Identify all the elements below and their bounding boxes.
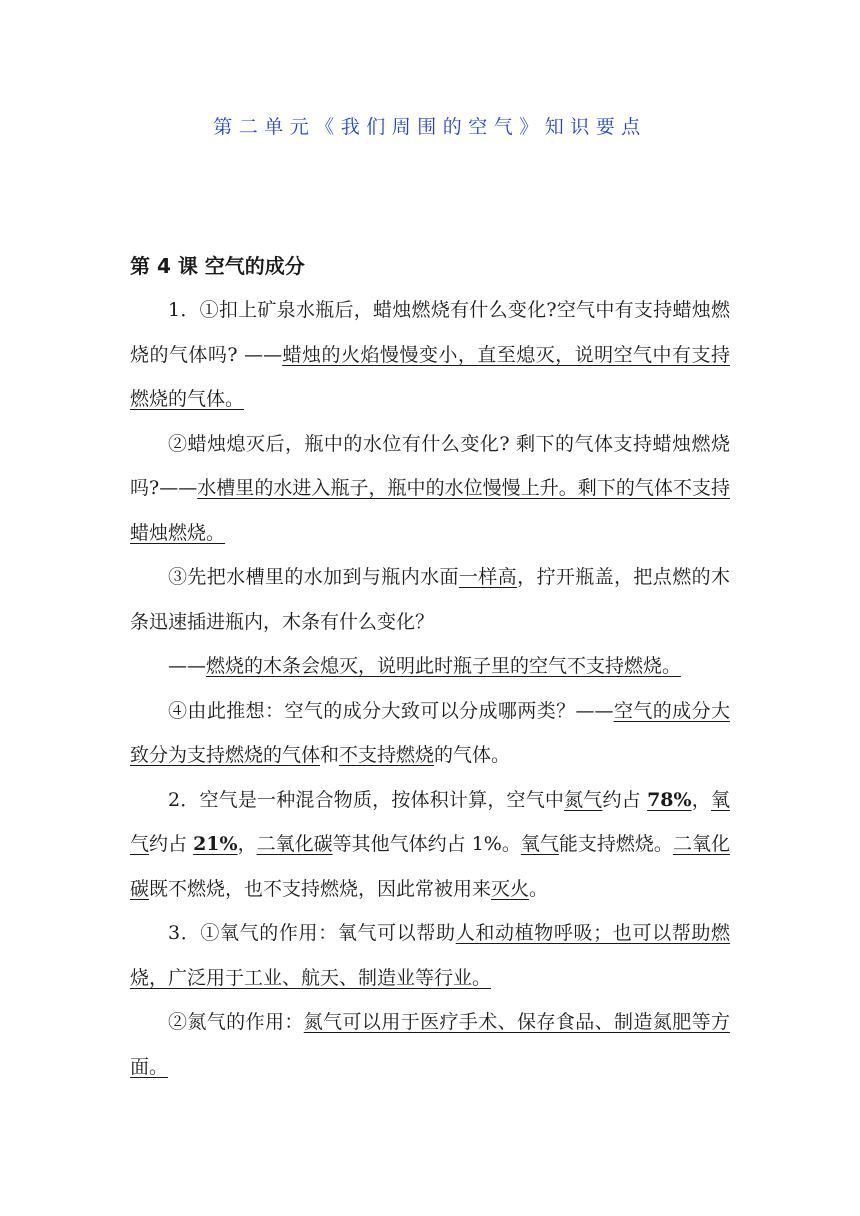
paragraph xyxy=(130,689,730,778)
underlined-answer-text: 燃烧的木条会熄灭，说明此时瓶子里的空气不支持燃烧。 xyxy=(206,655,682,677)
paragraph-text: ④由此推想：空气的成分大致可以分成哪两类？—— xyxy=(168,699,614,722)
paragraph xyxy=(130,911,730,1000)
underlined-answer-text: 二氧化碳 xyxy=(256,833,333,855)
paragraph-text: 约占 xyxy=(602,788,648,811)
underlined-answer-text: 氧气 xyxy=(520,833,559,855)
underlined-answer-text: 蜡烛的火焰慢慢变小，直至熄灭，说明空气中有支持燃烧的气体。 xyxy=(130,343,730,410)
paragraph-text: ③先把水槽里的水加到与瓶内水面 xyxy=(168,566,459,588)
underlined-answer-text: 灭火 xyxy=(491,877,530,900)
paragraph xyxy=(130,555,730,644)
paragraph-text: 2．空气是一种混合物质，按体积计算，空气中 xyxy=(168,788,565,811)
document-body xyxy=(130,288,730,1089)
paragraph-text: —— xyxy=(168,655,206,677)
paragraph-text: ②氮气的作用： xyxy=(168,1011,304,1033)
underlined-answer-text: 人和动植物呼吸；也可以帮助燃烧，广泛用于工业、航天、制造业等行业。 xyxy=(130,922,730,989)
underlined-answer-text: 78% xyxy=(647,788,692,811)
underlined-answer-text: 氮气可以用于医疗手术、保存食品、制造氮肥等方面。 xyxy=(130,1011,730,1078)
paragraph-text: 约占 xyxy=(149,833,194,855)
paragraph xyxy=(130,1000,730,1089)
paragraph-text: 的气体。 xyxy=(434,744,511,766)
paragraph-text: 既不燃烧，也不支持燃烧，因此常被用来 xyxy=(149,877,492,900)
underlined-answer-text: 二氧化碳 xyxy=(130,833,730,900)
paragraph-text: ， xyxy=(691,788,711,811)
paragraph xyxy=(130,422,730,556)
paragraph-text: ，拧开瓶盖，把点燃的木条迅速插进瓶内，木条有什么变化？ xyxy=(130,566,730,633)
underlined-answer-text: 不支持燃烧 xyxy=(339,744,435,766)
paragraph-text: 3．①氧气的作用：氧气可以帮助 xyxy=(168,922,456,944)
document-title: 第二单元《我们周围的空气》知识要点 xyxy=(213,116,647,138)
paragraph xyxy=(130,288,730,422)
paragraph-text: 能支持燃烧。 xyxy=(558,833,673,855)
paragraph xyxy=(130,644,730,689)
paragraph-text: 1．①扣上矿泉水瓶后，蜡烛燃烧有什么变化?空气中有支持蜡烛燃烧的气体吗? —— xyxy=(130,299,730,366)
paragraph xyxy=(130,778,730,912)
underlined-answer-text: 一样高 xyxy=(458,566,518,588)
underlined-answer-text: 氧气 xyxy=(130,788,730,855)
underlined-answer-text: 氮气 xyxy=(564,788,603,811)
paragraph-text: 。 xyxy=(529,877,549,900)
paragraph-text: ②蜡烛熄灭后，瓶中的水位有什么变化? 剩下的气体支持蜡烛燃烧吗?—— xyxy=(130,432,730,499)
paragraph-text: 和 xyxy=(320,744,340,766)
underlined-answer-text: 水槽里的水进入瓶子，瓶中的水位慢慢上升。剩下的气体不支持蜡烛燃烧。 xyxy=(130,477,730,544)
paragraph-text: ， xyxy=(237,833,257,855)
underlined-answer-text: 21% xyxy=(193,833,238,855)
paragraph-text: 等其他气体约占 1%。 xyxy=(332,833,521,855)
underlined-answer-text: 空气的成分大致分为支持燃烧的气体 xyxy=(130,699,730,766)
lesson-heading: 第 4 课 空气的成分 xyxy=(130,254,305,278)
